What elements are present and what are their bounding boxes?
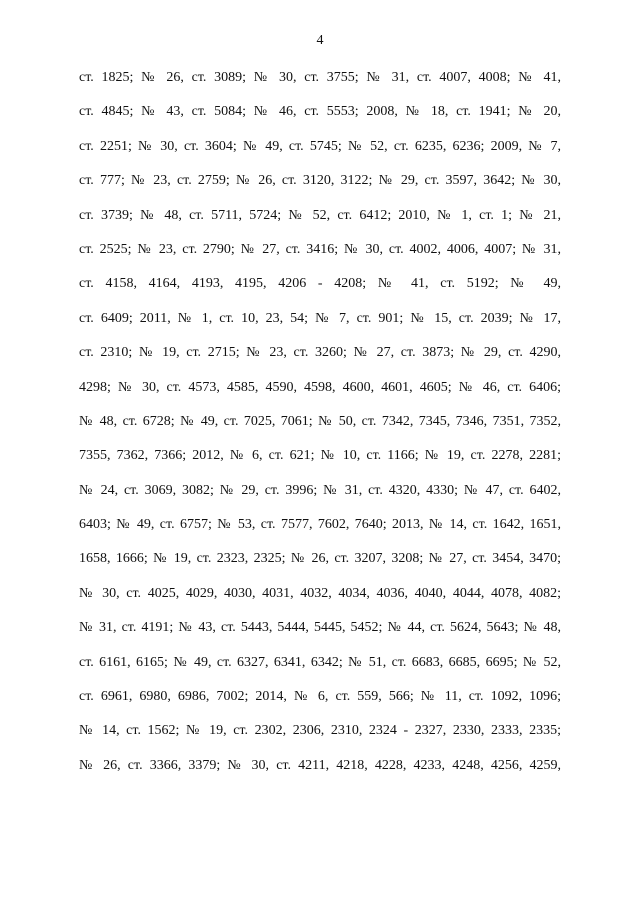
text-line: 4298; № 30, ст. 4573, 4585, 4590, 4598, 4600, 4601, 4605; № 46, ст. 6406;	[79, 379, 561, 395]
text-line: № 48, ст. 6728; № 49, ст. 7025, 7061; № 50, ст. 7342, 7345, 7346, 7351, 7352,	[79, 413, 561, 429]
text-line: ст. 2525; № 23, ст. 2790; № 27, ст. 3416; № 30, ст. 4002, 4006, 4007; № 31,	[79, 241, 561, 257]
text-line: № 31, ст. 4191; № 43, ст. 5443, 5444, 5445, 5452; № 44, ст. 5624, 5643; № 48,	[79, 620, 561, 636]
text-line: ст. 6961, 6980, 6986, 7002; 2014, № 6, ст. 559, 566; № 11, ст. 1092, 1096;	[79, 689, 561, 705]
text-line: ст. 2310; № 19, ст. 2715; № 23, ст. 3260; № 27, ст. 3873; № 29, ст. 4290,	[79, 345, 561, 361]
text-line: ст. 777; № 23, ст. 2759; № 26, ст. 3120, 3122; № 29, ст. 3597, 3642; № 30,	[79, 173, 561, 189]
text-line: 7355, 7362, 7366; 2012, № 6, ст. 621; № 10, ст. 1166; № 19, ст. 2278, 2281;	[79, 448, 561, 464]
text-line: № 30, ст. 4025, 4029, 4030, 4031, 4032, 4034, 4036, 4040, 4044, 4078, 4082;	[79, 585, 561, 601]
text-line: 1658, 1666; № 19, ст. 2323, 2325; № 26, ст. 3207, 3208; № 27, ст. 3454, 3470;	[79, 551, 561, 567]
text-line: № 24, ст. 3069, 3082; № 29, ст. 3996; № 31, ст. 4320, 4330; № 47, ст. 6402,	[79, 482, 561, 498]
text-line: ст. 4158, 4164, 4193, 4195, 4206 - 4208; № 41, ст. 5192; № 49,	[79, 276, 561, 292]
text-line: ст. 6409; 2011, № 1, ст. 10, 23, 54; № 7, ст. 901; № 15, ст. 2039; № 17,	[79, 310, 561, 326]
text-line: № 26, ст. 3366, 3379; № 30, ст. 4211, 4218, 4228, 4233, 4248, 4256, 4259,	[79, 757, 561, 773]
text-line: ст. 6161, 6165; № 49, ст. 6327, 6341, 6342; № 51, ст. 6683, 6685, 6695; № 52,	[79, 654, 561, 670]
body-text	[79, 69, 561, 791]
text-line: № 14, ст. 1562; № 19, ст. 2302, 2306, 2310, 2324 - 2327, 2330, 2333, 2335;	[79, 723, 561, 739]
text-line: ст. 3739; № 48, ст. 5711, 5724; № 52, ст. 6412; 2010, № 1, ст. 1; № 21,	[79, 207, 561, 223]
text-line: ст. 1825; № 26, ст. 3089; № 30, ст. 3755; № 31, ст. 4007, 4008; № 41,	[79, 70, 561, 85]
text-line: ст. 2251; № 30, ст. 3604; № 49, ст. 5745; № 52, ст. 6235, 6236; 2009, № 7,	[79, 138, 561, 154]
text-line: 6403; № 49, ст. 6757; № 53, ст. 7577, 7602, 7640; 2013, № 14, ст. 1642, 1651,	[79, 517, 561, 533]
page-number: 4	[316, 33, 324, 48]
text-line: ст. 4845; № 43, ст. 5084; № 46, ст. 5553; 2008, № 18, ст. 1941; № 20,	[79, 104, 561, 120]
